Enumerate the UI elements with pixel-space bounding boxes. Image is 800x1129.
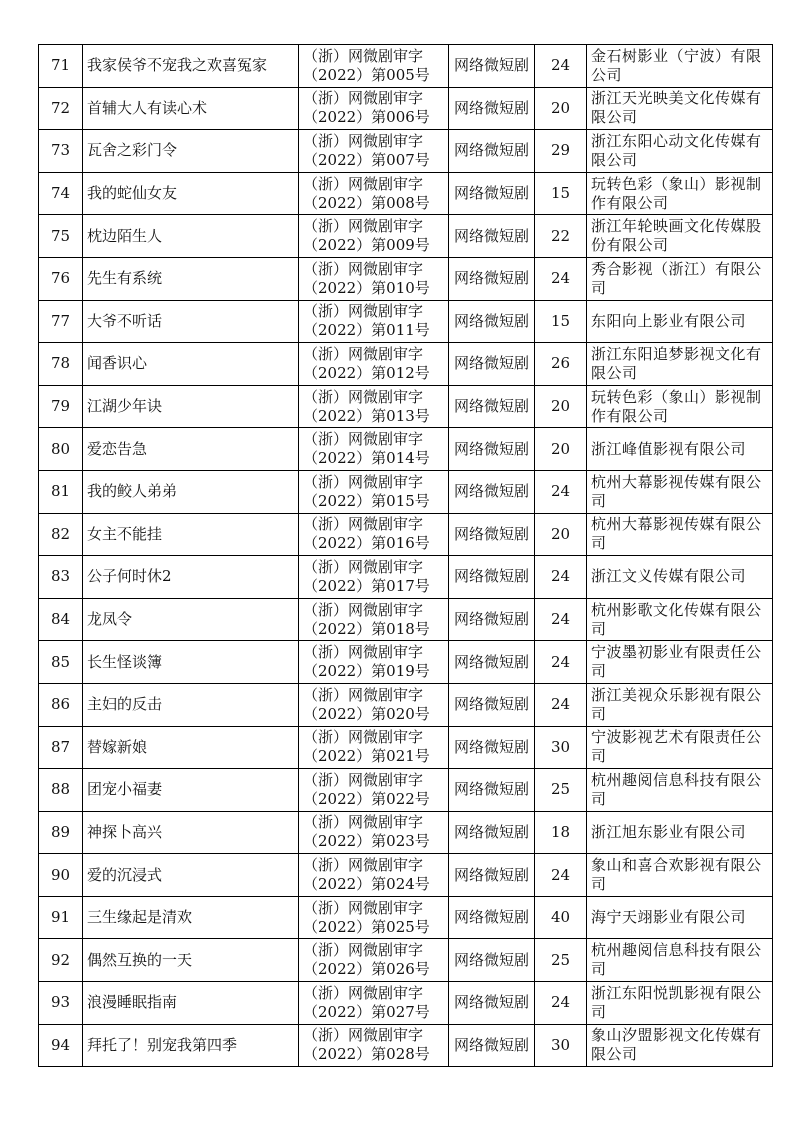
permit-number	[299, 641, 449, 684]
drama-title: 三生缘起是清欢	[83, 896, 299, 939]
permit-line-1: （浙）网微剧审字	[303, 387, 424, 406]
row-number: 86	[39, 683, 83, 726]
table-row	[39, 683, 773, 726]
drama-title: 我的鲛人弟弟	[83, 470, 299, 513]
row-number: 88	[39, 769, 83, 812]
row-number: 79	[39, 385, 83, 428]
episode-count: 24	[535, 641, 587, 684]
producer-company: 浙江文义传媒有限公司	[587, 556, 773, 599]
drama-title: 拜托了！别宠我第四季	[83, 1024, 299, 1067]
producer-company: 浙江美视众乐影视有限公司	[587, 683, 773, 726]
table-row	[39, 257, 773, 300]
permit-number	[299, 130, 449, 173]
permit-line-1: （浙）网微剧审字	[303, 344, 424, 363]
drama-title: 江湖少年诀	[83, 385, 299, 428]
table-row	[39, 854, 773, 897]
permit-line-2: （2022）第017号	[303, 576, 430, 595]
table-row	[39, 215, 773, 258]
episode-count: 20	[535, 385, 587, 428]
permit-line-1: （浙）网微剧审字	[303, 600, 424, 619]
episode-count: 24	[535, 854, 587, 897]
drama-type: 网络微短剧	[449, 598, 535, 641]
drama-type: 网络微短剧	[449, 215, 535, 258]
permit-line-1: （浙）网微剧审字	[303, 941, 424, 960]
permit-line-2: （2022）第008号	[303, 193, 430, 212]
permit-line-2: （2022）第028号	[303, 1045, 430, 1064]
drama-title: 我的蛇仙女友	[83, 172, 299, 215]
permit-number	[299, 769, 449, 812]
permit-line-2: （2022）第014号	[303, 449, 430, 468]
drama-type: 网络微短剧	[449, 300, 535, 343]
episode-count: 20	[535, 428, 587, 471]
drama-type: 网络微短剧	[449, 1024, 535, 1067]
drama-title: 神探卜高兴	[83, 811, 299, 854]
episode-count: 24	[535, 556, 587, 599]
permit-number	[299, 45, 449, 88]
permit-number	[299, 683, 449, 726]
permit-line-1: （浙）网微剧审字	[303, 217, 424, 236]
permit-number	[299, 939, 449, 982]
row-number: 83	[39, 556, 83, 599]
permit-number	[299, 172, 449, 215]
drama-title: 瓦舍之彩门令	[83, 130, 299, 173]
permit-number	[299, 854, 449, 897]
producer-company: 杭州趣阅信息科技有限公司	[587, 769, 773, 812]
permit-line-2: （2022）第007号	[303, 150, 430, 169]
drama-title: 我家侯爷不宠我之欢喜冤家	[83, 45, 299, 88]
drama-title: 长生怪谈簿	[83, 641, 299, 684]
drama-type: 网络微短剧	[449, 896, 535, 939]
drama-title: 枕边陌生人	[83, 215, 299, 258]
drama-title: 主妇的反击	[83, 683, 299, 726]
producer-company: 东阳向上影业有限公司	[587, 300, 773, 343]
producer-company: 海宁天翊影业有限公司	[587, 896, 773, 939]
table-row	[39, 172, 773, 215]
permit-line-2: （2022）第013号	[303, 406, 430, 425]
permit-line-1: （浙）网微剧审字	[303, 643, 424, 662]
producer-company: 浙江天光映美文化传媒有限公司	[587, 87, 773, 130]
permit-number	[299, 1024, 449, 1067]
drama-type: 网络微短剧	[449, 470, 535, 513]
producer-company: 浙江东阳心动文化传媒有限公司	[587, 130, 773, 173]
permit-line-1: （浙）网微剧审字	[303, 430, 424, 449]
row-number: 75	[39, 215, 83, 258]
drama-title: 女主不能挂	[83, 513, 299, 556]
permit-line-2: （2022）第005号	[303, 65, 430, 84]
row-number: 74	[39, 172, 83, 215]
permit-line-1: （浙）网微剧审字	[303, 46, 424, 65]
row-number: 77	[39, 300, 83, 343]
permit-number	[299, 556, 449, 599]
permit-line-2: （2022）第024号	[303, 875, 430, 894]
drama-type: 网络微短剧	[449, 556, 535, 599]
drama-title: 爱恋告急	[83, 428, 299, 471]
producer-company: 象山汐盟影视文化传媒有限公司	[587, 1024, 773, 1067]
producer-company: 杭州趣阅信息科技有限公司	[587, 939, 773, 982]
episode-count: 24	[535, 683, 587, 726]
permit-number	[299, 300, 449, 343]
episode-count: 25	[535, 939, 587, 982]
permit-number	[299, 470, 449, 513]
table-row	[39, 87, 773, 130]
drama-type: 网络微短剧	[449, 130, 535, 173]
row-number: 93	[39, 982, 83, 1025]
permit-line-1: （浙）网微剧审字	[303, 259, 424, 278]
drama-type: 网络微短剧	[449, 428, 535, 471]
drama-type: 网络微短剧	[449, 854, 535, 897]
permit-line-1: （浙）网微剧审字	[303, 685, 424, 704]
episode-count: 24	[535, 470, 587, 513]
permit-line-2: （2022）第023号	[303, 832, 430, 851]
drama-title: 龙凤令	[83, 598, 299, 641]
table-row	[39, 343, 773, 386]
drama-type: 网络微短剧	[449, 257, 535, 300]
row-number: 76	[39, 257, 83, 300]
drama-title: 爱的沉浸式	[83, 854, 299, 897]
producer-company: 杭州影歌文化传媒有限公司	[587, 598, 773, 641]
permit-line-1: （浙）网微剧审字	[303, 898, 424, 917]
permit-line-1: （浙）网微剧审字	[303, 1026, 424, 1045]
table-row	[39, 428, 773, 471]
drama-title: 先生有系统	[83, 257, 299, 300]
table-row	[39, 556, 773, 599]
table-row	[39, 385, 773, 428]
row-number: 87	[39, 726, 83, 769]
episode-count: 29	[535, 130, 587, 173]
drama-type: 网络微短剧	[449, 939, 535, 982]
episode-count: 24	[535, 982, 587, 1025]
permit-line-1: （浙）网微剧审字	[303, 515, 424, 534]
permit-number	[299, 257, 449, 300]
episode-count: 25	[535, 769, 587, 812]
table-row	[39, 598, 773, 641]
permit-line-2: （2022）第009号	[303, 236, 430, 255]
row-number: 94	[39, 1024, 83, 1067]
episode-count: 26	[535, 343, 587, 386]
producer-company: 玩转色彩（象山）影视制作有限公司	[587, 172, 773, 215]
row-number: 91	[39, 896, 83, 939]
permit-number	[299, 598, 449, 641]
episode-count: 20	[535, 87, 587, 130]
permit-line-2: （2022）第015号	[303, 491, 430, 510]
producer-company: 金石树影业（宁波）有限公司	[587, 45, 773, 88]
drama-title: 浪漫睡眠指南	[83, 982, 299, 1025]
permit-number	[299, 87, 449, 130]
producer-company: 浙江旭东影业有限公司	[587, 811, 773, 854]
producer-company: 浙江东阳悦凯影视有限公司	[587, 982, 773, 1025]
episode-count: 24	[535, 257, 587, 300]
permit-line-1: （浙）网微剧审字	[303, 89, 424, 108]
permit-number	[299, 343, 449, 386]
table-row	[39, 641, 773, 684]
registration-table	[38, 44, 773, 1067]
producer-company: 浙江峰值影视有限公司	[587, 428, 773, 471]
drama-type: 网络微短剧	[449, 982, 535, 1025]
episode-count: 15	[535, 300, 587, 343]
permit-line-2: （2022）第021号	[303, 747, 430, 766]
permit-line-1: （浙）网微剧审字	[303, 770, 424, 789]
episode-count: 18	[535, 811, 587, 854]
row-number: 89	[39, 811, 83, 854]
table-row	[39, 513, 773, 556]
episode-count: 40	[535, 896, 587, 939]
table-row	[39, 982, 773, 1025]
drama-title: 公子何时休2	[83, 556, 299, 599]
drama-type: 网络微短剧	[449, 513, 535, 556]
producer-company: 宁波影视艺术有限责任公司	[587, 726, 773, 769]
permit-line-2: （2022）第027号	[303, 1002, 430, 1021]
episode-count: 24	[535, 598, 587, 641]
permit-line-1: （浙）网微剧审字	[303, 174, 424, 193]
row-number: 78	[39, 343, 83, 386]
drama-type: 网络微短剧	[449, 726, 535, 769]
episode-count: 30	[535, 1024, 587, 1067]
producer-company: 浙江年轮映画文化传媒股份有限公司	[587, 215, 773, 258]
permit-number	[299, 428, 449, 471]
permit-line-1: （浙）网微剧审字	[303, 557, 424, 576]
episode-count: 30	[535, 726, 587, 769]
row-number: 80	[39, 428, 83, 471]
producer-company: 杭州大幕影视传媒有限公司	[587, 513, 773, 556]
permit-number	[299, 982, 449, 1025]
permit-number	[299, 726, 449, 769]
drama-type: 网络微短剧	[449, 641, 535, 684]
drama-type: 网络微短剧	[449, 45, 535, 88]
table-row	[39, 939, 773, 982]
permit-line-1: （浙）网微剧审字	[303, 856, 424, 875]
drama-title: 闻香识心	[83, 343, 299, 386]
row-number: 92	[39, 939, 83, 982]
row-number: 82	[39, 513, 83, 556]
drama-type: 网络微短剧	[449, 811, 535, 854]
episode-count: 20	[535, 513, 587, 556]
producer-company: 象山和喜合欢影视有限公司	[587, 854, 773, 897]
drama-type: 网络微短剧	[449, 385, 535, 428]
row-number: 85	[39, 641, 83, 684]
permit-line-2: （2022）第010号	[303, 278, 430, 297]
permit-line-2: （2022）第016号	[303, 534, 430, 553]
table-row	[39, 470, 773, 513]
row-number: 72	[39, 87, 83, 130]
permit-line-2: （2022）第026号	[303, 960, 430, 979]
row-number: 90	[39, 854, 83, 897]
drama-type: 网络微短剧	[449, 769, 535, 812]
permit-line-2: （2022）第020号	[303, 704, 430, 723]
permit-line-2: （2022）第025号	[303, 917, 430, 936]
table-row	[39, 130, 773, 173]
permit-line-1: （浙）网微剧审字	[303, 728, 424, 747]
episode-count: 22	[535, 215, 587, 258]
drama-title: 替嫁新娘	[83, 726, 299, 769]
permit-number	[299, 896, 449, 939]
table-row	[39, 726, 773, 769]
permit-number	[299, 385, 449, 428]
permit-line-2: （2022）第011号	[303, 321, 430, 340]
drama-title: 偶然互换的一天	[83, 939, 299, 982]
permit-line-1: （浙）网微剧审字	[303, 813, 424, 832]
table-row	[39, 45, 773, 88]
producer-company: 玩转色彩（象山）影视制作有限公司	[587, 385, 773, 428]
episode-count: 24	[535, 45, 587, 88]
table-body	[39, 45, 773, 1067]
producer-company: 宁波墨初影业有限责任公司	[587, 641, 773, 684]
permit-line-2: （2022）第022号	[303, 789, 430, 808]
drama-title: 大爷不听话	[83, 300, 299, 343]
producer-company: 杭州大幕影视传媒有限公司	[587, 470, 773, 513]
drama-title: 团宠小福妻	[83, 769, 299, 812]
table-row	[39, 1024, 773, 1067]
drama-type: 网络微短剧	[449, 343, 535, 386]
table-row	[39, 769, 773, 812]
row-number: 71	[39, 45, 83, 88]
drama-type: 网络微短剧	[449, 172, 535, 215]
permit-line-2: （2022）第006号	[303, 108, 430, 127]
producer-company: 浙江东阳追梦影视文化有限公司	[587, 343, 773, 386]
table-row	[39, 811, 773, 854]
row-number: 81	[39, 470, 83, 513]
drama-title: 首辅大人有读心术	[83, 87, 299, 130]
row-number: 84	[39, 598, 83, 641]
permit-line-2: （2022）第012号	[303, 363, 430, 382]
permit-line-2: （2022）第019号	[303, 662, 430, 681]
drama-type: 网络微短剧	[449, 683, 535, 726]
episode-count: 15	[535, 172, 587, 215]
permit-line-1: （浙）网微剧审字	[303, 131, 424, 150]
permit-line-2: （2022）第018号	[303, 619, 430, 638]
permit-line-1: （浙）网微剧审字	[303, 472, 424, 491]
producer-company: 秀合影视（浙江）有限公司	[587, 257, 773, 300]
row-number: 73	[39, 130, 83, 173]
permit-line-1: （浙）网微剧审字	[303, 983, 424, 1002]
permit-number	[299, 513, 449, 556]
permit-line-1: （浙）网微剧审字	[303, 302, 424, 321]
table-row	[39, 300, 773, 343]
table-row	[39, 896, 773, 939]
permit-number	[299, 215, 449, 258]
permit-number	[299, 811, 449, 854]
drama-type: 网络微短剧	[449, 87, 535, 130]
